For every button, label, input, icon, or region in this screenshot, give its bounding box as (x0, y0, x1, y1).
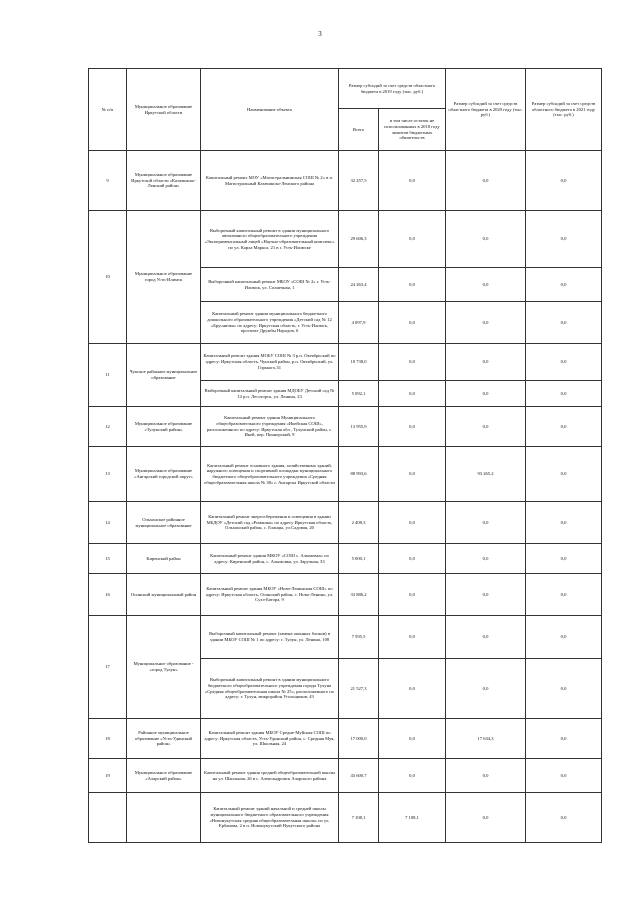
subsidy-table (88, 68, 602, 843)
row-2020: 0,0 (446, 151, 526, 211)
row-object: Капитальный ремонт здания МБОУ «Ново-Ленинская СОШ» по адресу: Иркутская область, Осинский район, с. Ново-Ленино, ул. Сухэ-Батора, 9 (201, 574, 339, 616)
row-remainder: 0,0 (379, 659, 446, 719)
table-row (89, 211, 602, 268)
row-total: 7 108,1 (339, 793, 379, 843)
row-remainder: 0,0 (379, 544, 446, 574)
row-remainder: 0,0 (379, 381, 446, 407)
row-remainder: 0,0 (379, 616, 446, 659)
header-municipality: Муниципальное образование Иркутской области (127, 69, 201, 151)
page-number: 3 (318, 30, 322, 38)
row-municipality: Районное муниципальное образование «Усть-Удинский район» (127, 719, 201, 759)
row-num: 11 (89, 344, 127, 407)
header-subsidy-2019: Размер субсидий за счет средств областного бюджета в 2019 году (тыс. руб.) (339, 69, 446, 109)
row-2020: 0,0 (446, 759, 526, 793)
row-2020: 0,0 (446, 574, 526, 616)
row-2021: 0,0 (526, 381, 602, 407)
row-object: Капитальный ремонт здания МОБУ СОШ № 3 р.п. Октябрьский по адресу: Иркутская область, Чунский район, р.п. Октябрьский, ул. Горького,31 (201, 344, 339, 381)
row-remainder: 0,0 (379, 268, 446, 302)
row-2020: 0,0 (446, 544, 526, 574)
row-2020: 0,0 (446, 793, 526, 843)
row-total: 43 600,7 (339, 759, 379, 793)
header-subsidy-2020: Размер субсидий за счет средств областного бюджета в 2020 году (тыс. руб.) (446, 69, 526, 151)
row-total: 7 595,5 (339, 616, 379, 659)
row-2021: 0,0 (526, 344, 602, 381)
header-total: Всего (339, 109, 379, 151)
row-num: 16 (89, 574, 127, 616)
row-2020: 0,0 (446, 502, 526, 544)
row-2020: 0,0 (446, 616, 526, 659)
row-object: Капитальный ремонт здания средней общеобразовательной школы на ул. Школьная, 26 в с. Александровск Аларского района (201, 759, 339, 793)
table-row (89, 502, 602, 544)
row-2020: 0,0 (446, 407, 526, 447)
row-2020: 0,0 (446, 302, 526, 344)
row-municipality (127, 793, 201, 843)
row-2020: 0,0 (446, 268, 526, 302)
row-num: 10 (89, 211, 127, 344)
row-remainder: 0,0 (379, 759, 446, 793)
row-num: 9 (89, 151, 127, 211)
row-2020: 0,0 (446, 381, 526, 407)
row-total: 33 886,2 (339, 574, 379, 616)
row-total: 29 606,3 (339, 211, 379, 268)
table-row (89, 759, 602, 793)
row-municipality: Чунское районное муниципальное образование (127, 344, 201, 407)
row-2021: 0,0 (526, 574, 602, 616)
row-2021: 0,0 (526, 407, 602, 447)
row-object: Выборочный капитальный ремонт (замена оконных блоков) в здании МБОУ СОШ № 1 по адресу: г. Тулун, ул. Ленина, 108 (201, 616, 339, 659)
row-2021: 0,0 (526, 211, 602, 268)
row-total: 10 738,0 (339, 344, 379, 381)
row-num: 12 (89, 407, 127, 447)
row-2021: 0,0 (526, 759, 602, 793)
row-2021: 0,0 (526, 151, 602, 211)
row-remainder: 0,0 (379, 447, 446, 502)
row-total: 24 263,4 (339, 268, 379, 302)
row-object: Капитальный ремонт основного здания, хозяйственных зданий, наружного освещения и спортивной площадки муниципального бюджетного общеобразовательного учреждения «Средняя общеобразовательная школа № 38» г. Ангарска Иркутской области (201, 447, 339, 502)
row-2021: 0,0 (526, 502, 602, 544)
row-remainder: 0,0 (379, 211, 446, 268)
row-2021: 0,0 (526, 616, 602, 659)
row-num: 13 (89, 447, 127, 502)
row-municipality: Муниципальное образование - «город Тулун» (127, 616, 201, 719)
row-remainder: 0,0 (379, 407, 446, 447)
row-remainder: 0,0 (379, 151, 446, 211)
row-object: Капитальный ремонт энергосбережения и освещения в здании МБДОУ «Детский сад «Ромашка» по адресу Иркутская область, Ольхонский район, с. Еланцы, ул.Садовая, 20 (201, 502, 339, 544)
row-total: 2 408,3 (339, 502, 379, 544)
row-municipality: Муниципальное образование Иркутской области «Казачинско-Ленский район» (127, 151, 201, 211)
row-object: Выборочный капитальный ремонт МБОУ «СОШ № 2» г. Усть-Илимск, ул. Солнечная, 1 (201, 268, 339, 302)
row-total: 17 000,0 (339, 719, 379, 759)
row-2021: 0,0 (526, 719, 602, 759)
row-num: 14 (89, 502, 127, 544)
row-object: Капитальный ремонт здания МБОУ Средне-Муйская СОШ по адресу: Иркутская область, Усть-Удинский район, с. Средняя Муя, ул. Школьная, 24 (201, 719, 339, 759)
row-remainder: 0,0 (379, 502, 446, 544)
row-2021: 0,0 (526, 544, 602, 574)
header-subsidy-2021: Размер субсидий за счет средств областного бюджета в 2021 году (тыс. руб.) (526, 69, 602, 151)
row-num: 18 (89, 719, 127, 759)
row-object: Выборочный капитальный ремонт в здании муниципального автономного общеобразовательного учреждения «Экспериментальный лицей «Научно-образовательный комплекс» по ул. Карла Маркса, 21 в г. Усть-Илимске (201, 211, 339, 268)
row-municipality: Ольхонское районное муниципальное образование (127, 502, 201, 544)
row-remainder: 0,0 (379, 302, 446, 344)
row-total: 13 955,9 (339, 407, 379, 447)
row-object: Выборочный капитальный ремонт здания МДОБУ Детский сад № 14 р.п. Лесогорск, ул. Ленина, 23 (201, 381, 339, 407)
header-num: № п/п (89, 69, 127, 151)
row-object: Капитальный ремонт МОУ «Магистральнинская СОШ № 2» в п. Магистральный Казачинско-Ленского района (201, 151, 339, 211)
row-num (89, 793, 127, 843)
row-2021: 0,0 (526, 268, 602, 302)
row-object: Капитальный ремонт здания МКОУ «СОШ с. Алымовка» по адресу: Киренский район, с. Алымовка, ул. Заручная, 33 (201, 544, 339, 574)
row-2021: 0,0 (526, 659, 602, 719)
row-2020: 0,0 (446, 211, 526, 268)
header-object: Наименование объекта (201, 69, 339, 151)
table-row (89, 544, 602, 574)
row-2020: 0,0 (446, 344, 526, 381)
table-row (89, 616, 602, 659)
row-object: Капитальный ремонт зданий начальной и средней школы муниципального бюджетного образовательного учреждения «Новонукутская средняя общеобразовательная школа» по ул. Ербанова, 2 в п. Новонукутский Нукутского района (201, 793, 339, 843)
table-row (89, 574, 602, 616)
row-object: Выборочный капитальный ремонт в здании муниципального бюджетного общеобразовательного учреждения города Тулуна «Средняя общеобразовательная школа № 25», расположенного по адресу: г. Тулун, микрорайон Угольщиков, 43 (201, 659, 339, 719)
row-2021: 0,0 (526, 447, 602, 502)
row-total: 88 993,6 (339, 447, 379, 502)
table-row (89, 719, 602, 759)
row-2020: 93 265,2 (446, 447, 526, 502)
row-object: Капитальный ремонт здания муниципального бюджетного дошкольного образовательного учреждения «Детский сад № 12 «Брусничка» по адресу: Иркутская область, г. Усть-Илимск, проспект Дружбы Народов, 6 (201, 302, 339, 344)
row-remainder: 0,0 (379, 344, 446, 381)
row-municipality: Осинский муниципальный район (127, 574, 201, 616)
row-total: 5 000,1 (339, 544, 379, 574)
row-municipality: Муниципальное образование «Аларский район» (127, 759, 201, 793)
row-2020: 0,0 (446, 659, 526, 719)
row-remainder: 0,0 (379, 719, 446, 759)
table-row (89, 793, 602, 843)
table-row (89, 344, 602, 381)
row-num: 15 (89, 544, 127, 574)
row-municipality: Муниципальное образование «Тулунский район» (127, 407, 201, 447)
row-total: 32 257,5 (339, 151, 379, 211)
table-row (89, 407, 602, 447)
row-2021: 0,0 (526, 793, 602, 843)
table-row (89, 447, 602, 502)
row-municipality: Киренский район (127, 544, 201, 574)
row-remainder: 7 108,1 (379, 793, 446, 843)
row-remainder: 0,0 (379, 574, 446, 616)
table-row (89, 151, 602, 211)
header-remainder: в том числе остаток не использованных в 2018 году лимитов бюджетных обязательств (379, 109, 446, 151)
row-municipality: Муниципальное образование «Ангарский городской округ» (127, 447, 201, 502)
row-num: 19 (89, 759, 127, 793)
row-2021: 0,0 (526, 302, 602, 344)
row-total: 5 092,1 (339, 381, 379, 407)
row-total: 21 527,3 (339, 659, 379, 719)
row-num: 17 (89, 616, 127, 719)
row-2020: 17 634,3 (446, 719, 526, 759)
row-object: Капитальный ремонт здания Муниципального общеобразовательного учреждения «Икейская СОШ», расположенного по адресу: Иркутская обл., Тулунский район, с. Икей, пер. Пионерский, 9 (201, 407, 339, 447)
row-municipality: Муниципальное образование город Усть-Илимск (127, 211, 201, 344)
row-total: 4 097,9 (339, 302, 379, 344)
